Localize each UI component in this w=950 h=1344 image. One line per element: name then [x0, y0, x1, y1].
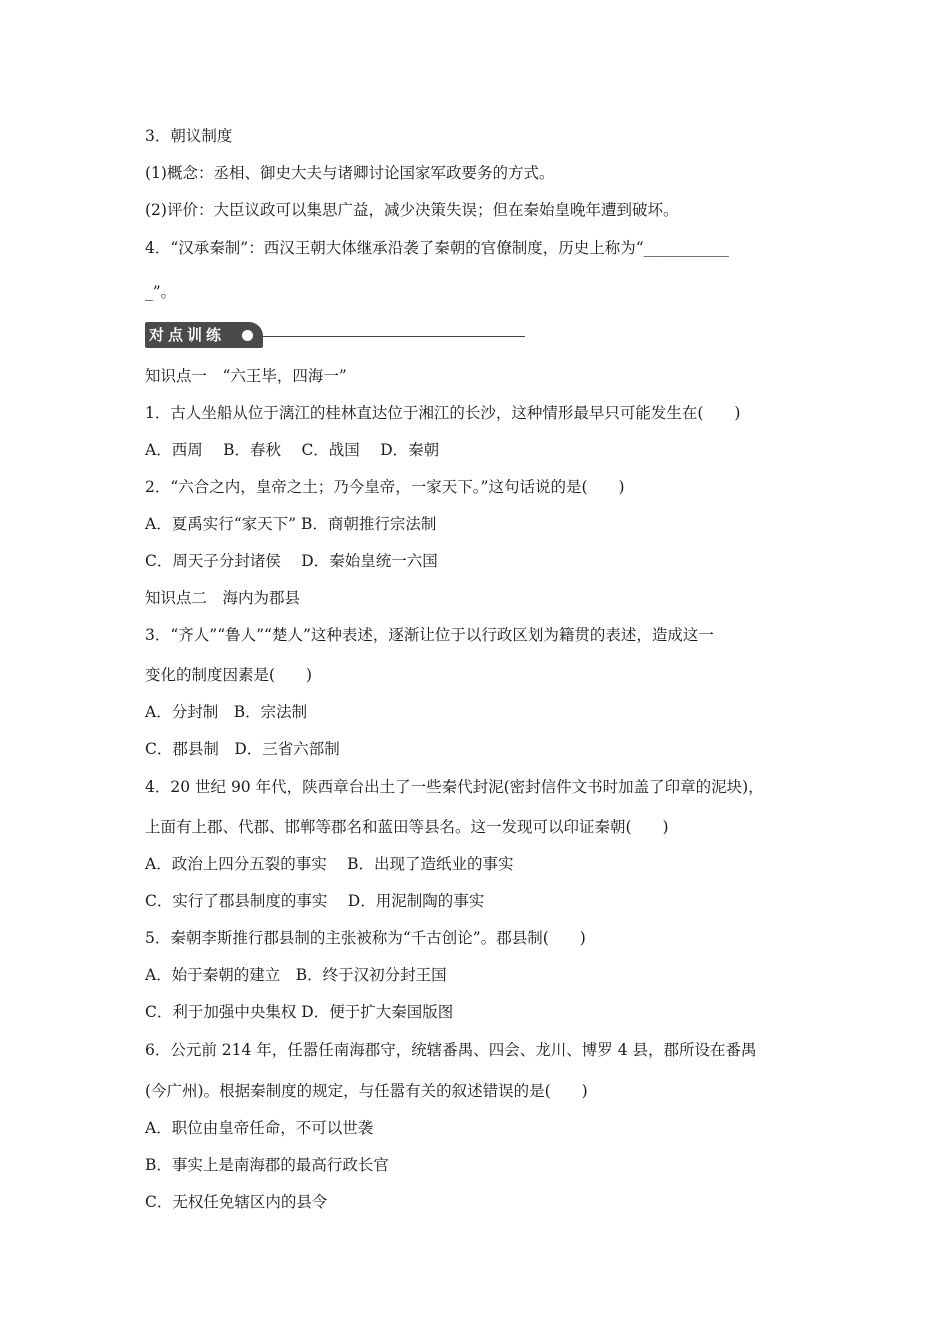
- question-3-options-cd: C．郡县制 D．三省六部制: [145, 740, 340, 758]
- text-han-inherits-qin: 4．“汉承秦制”：西汉王朝大体继承沿袭了秦朝的官僚制度，历史上称为“___________: [145, 239, 729, 257]
- text-evaluation: (2)评价：大臣议政可以集思广益，减少决策失误；但在秦始皇晚年遭到破坏。: [145, 201, 679, 219]
- question-6: 6．公元前 214 年，任嚣任南海郡守，统辖番禺、四会、龙川、博罗 4 县，郡所设在番禺: [145, 1041, 757, 1059]
- banner-title: 对点训练: [149, 326, 226, 344]
- question-4-options-cd: C．实行了郡县制度的事实 D．用泥制陶的事实: [145, 892, 485, 910]
- question-6-option-a: A．职位由皇帝任命，不可以世袭: [145, 1119, 374, 1137]
- question-3-options-ab: A．分封制 B．宗法制: [145, 703, 308, 721]
- question-6-cont: (今广州)。根据秦制度的规定，与任嚣有关的叙述错误的是( ): [145, 1082, 588, 1100]
- banner-rule: [263, 336, 525, 337]
- question-3: 3．“齐人”“鲁人”“楚人”这种表述，逐渐让位于以行政区划为籍贯的表述，造成这一: [145, 626, 714, 644]
- banner-dot-icon: [242, 330, 253, 341]
- question-1: 1．古人坐船从位于漓江的桂林直达位于湘江的长沙，这种情形最早只可能发生在( ): [145, 404, 741, 422]
- question-5-options-ab: A．始于秦朝的建立 B．终于汉初分封王国: [145, 966, 447, 984]
- question-2: 2．“六合之内，皇帝之土；乃今皇帝，一家天下。”这句话说的是( ): [145, 478, 625, 496]
- text-han-inherits-qin-cont: _”。: [145, 283, 177, 301]
- question-6-option-c: C．无权任免辖区内的县令: [145, 1193, 328, 1211]
- question-4: 4．20 世纪 90 年代，陕西章台出土了一些秦代封泥(密封信件文书时加盖了印章的泥块)，: [145, 778, 764, 796]
- question-4-cont: 上面有上郡、代郡、邯郸等郡名和蓝田等县名。这一发现可以印证秦朝( ): [145, 818, 669, 836]
- knowledge-point-2: 知识点二 海内为郡县: [145, 589, 301, 607]
- banner-box: [145, 322, 263, 348]
- question-3-cont: 变化的制度因素是( ): [145, 666, 313, 684]
- heading-court-deliberation: 3．朝议制度: [145, 127, 233, 145]
- question-6-option-b: B．事实上是南海郡的最高行政长官: [145, 1156, 389, 1174]
- knowledge-point-1: 知识点一 “六王毕，四海一”: [145, 367, 347, 385]
- question-1-options: A．西周 B．春秋 C．战国 D．秦朝: [145, 441, 440, 459]
- question-5-options-cd: C．利于加强中央集权 D．便于扩大秦国版图: [145, 1003, 454, 1021]
- text-concept: (1)概念：丞相、御史大夫与诸卿讨论国家军政要务的方式。: [145, 164, 555, 182]
- question-5: 5．秦朝李斯推行郡县制的主张被称为“千古创论”。郡县制( ): [145, 929, 586, 947]
- question-2-options-ab: A．夏禹实行“家天下” B．商朝推行宗法制: [145, 515, 437, 533]
- question-2-options-cd: C．周天子分封诸侯 D．秦始皇统一六国: [145, 552, 438, 570]
- question-4-options-ab: A．政治上四分五裂的事实 B．出现了造纸业的事实: [145, 855, 514, 873]
